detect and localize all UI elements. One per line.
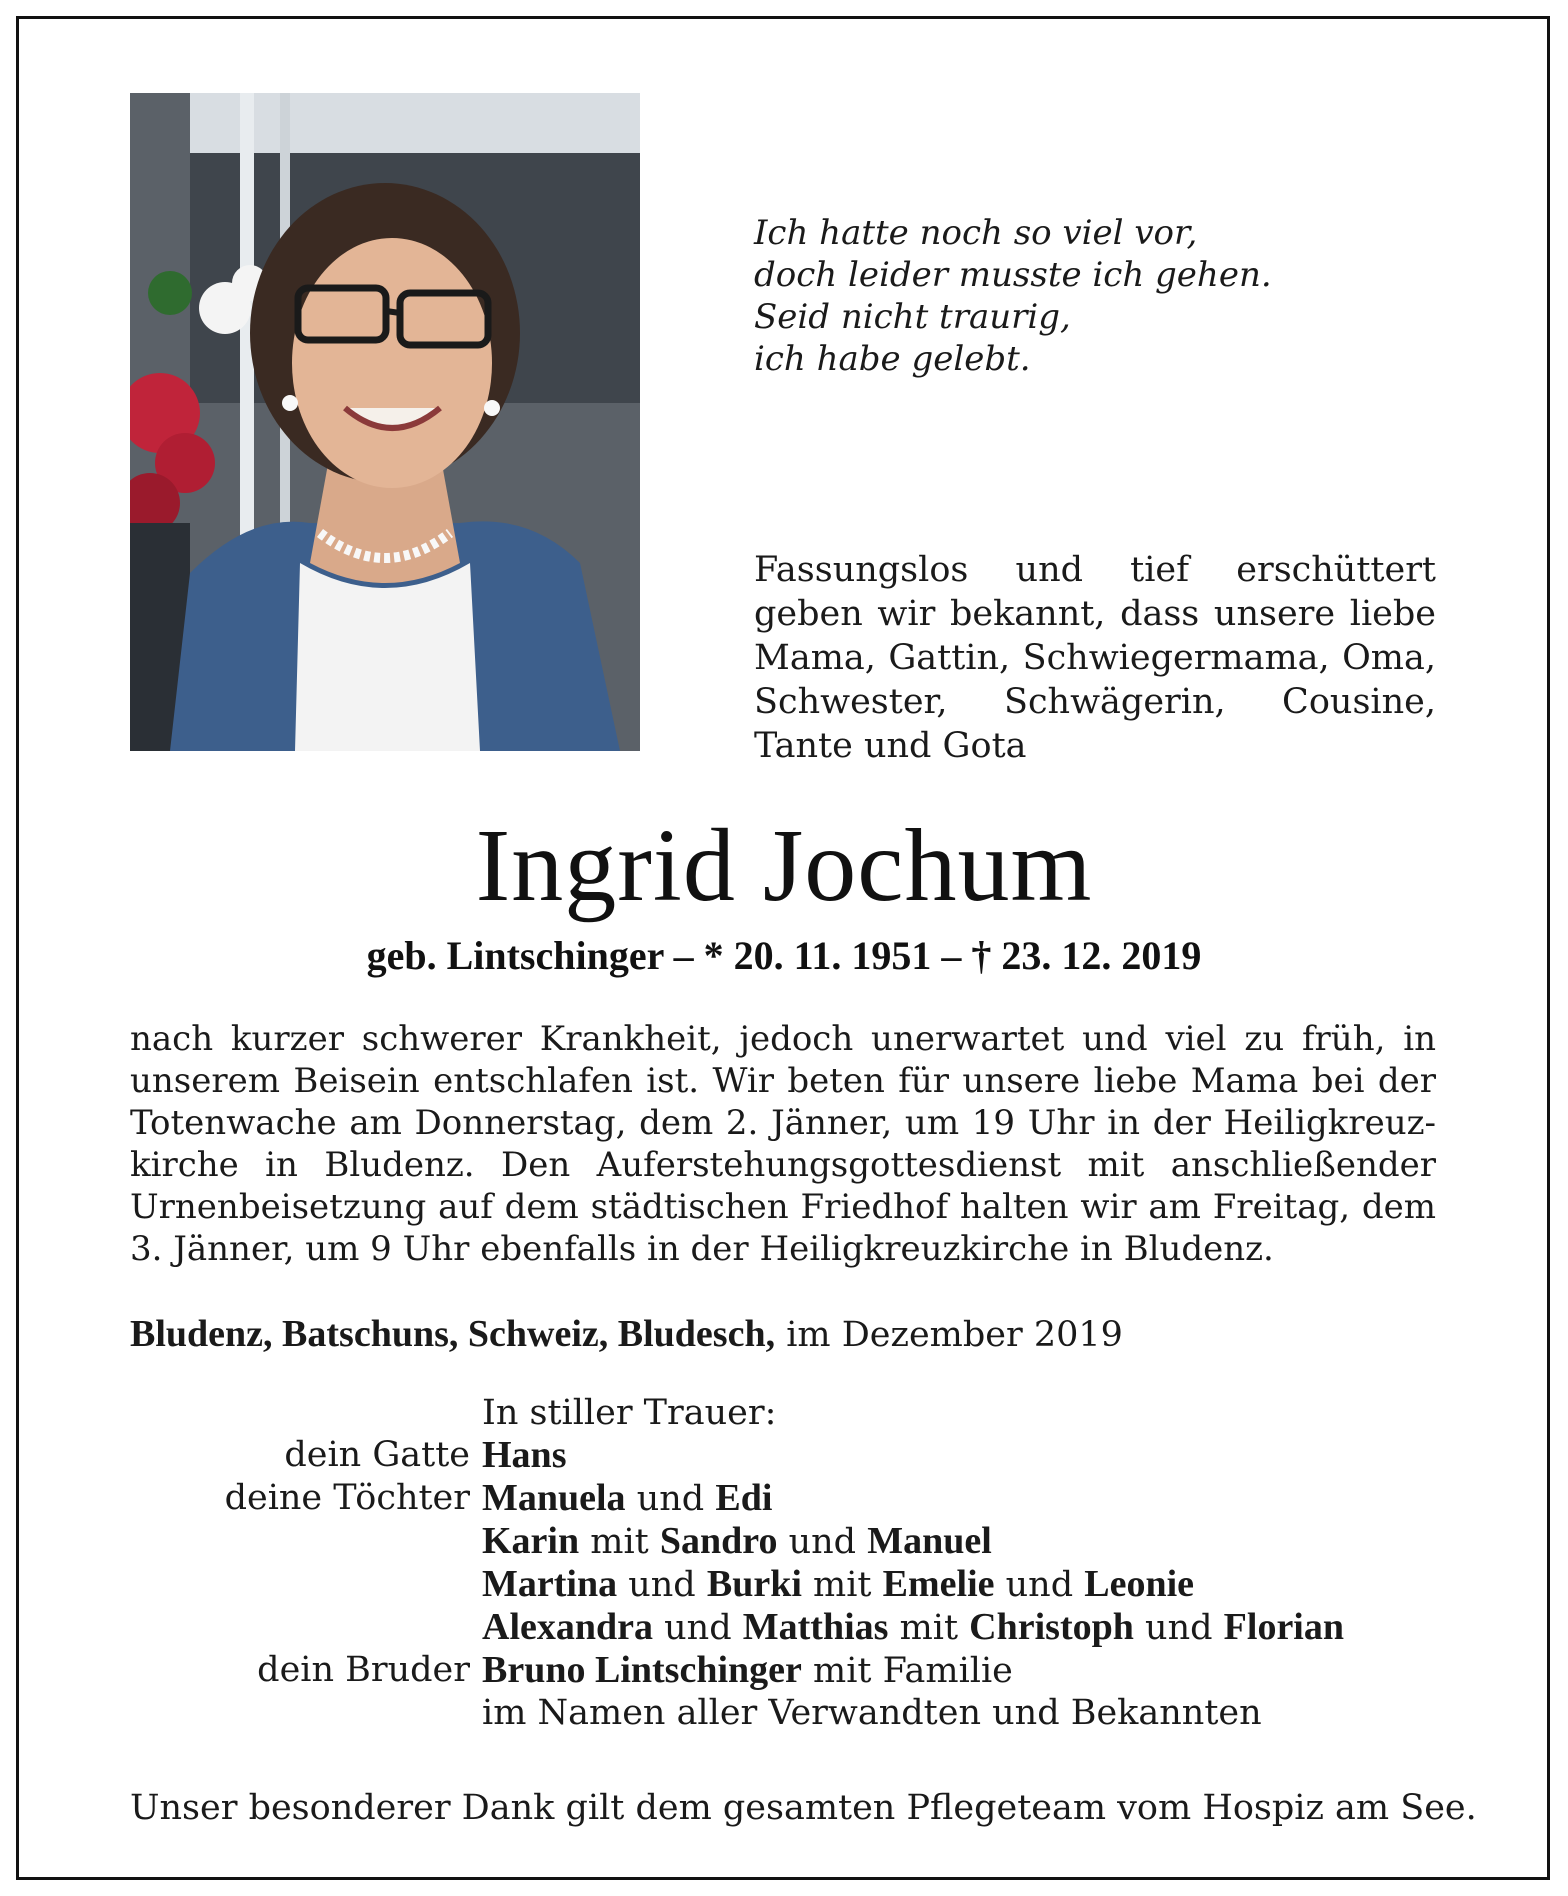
connector: mit — [899, 1608, 959, 1648]
connector: und — [628, 1565, 696, 1605]
connector: mit Familie — [813, 1651, 1013, 1691]
body-paragraph — [130, 1018, 1436, 1270]
mourner-row-toechter-3 — [130, 1563, 1436, 1606]
birth-death-dates: geb. Lintschinger – * 20. 11. 1951 – † 23. 12. 2019 — [366, 933, 1202, 978]
poem-line: ich habe gelebt. — [754, 339, 1031, 379]
thanks-line: Unser besonderer Dank gilt dem gesamten Pflegeteam vom Hospiz am See. — [130, 1788, 1477, 1828]
mourner-name: Edi — [715, 1477, 773, 1519]
mourner-row-bruder — [130, 1649, 1436, 1692]
deceased-name: Ingrid Jochum — [475, 808, 1093, 923]
connector: und — [636, 1479, 705, 1519]
mourner-name: Karin — [482, 1520, 580, 1562]
poem-line: Ich hatte noch so viel vor, — [754, 213, 1198, 253]
mourner-name: Manuela — [482, 1477, 626, 1519]
mourner-name: Manuel — [867, 1520, 992, 1562]
connector: und — [1005, 1565, 1074, 1605]
poem-line: doch leider musste ich gehen. — [754, 255, 1272, 295]
relation-label: dein Gatte — [284, 1435, 470, 1475]
mourner-name: Hans — [482, 1434, 567, 1476]
portrait-photo — [130, 93, 640, 751]
mourner-name: Martina — [482, 1563, 618, 1605]
poem — [754, 212, 1454, 380]
connector: und — [664, 1608, 732, 1648]
mourner-name: Sandro — [659, 1520, 778, 1562]
intro-paragraph: Fassungslos und tief erschüttert geben wir bekannt, dass unsere liebe Mama, Gattin, Schwiegermama, Oma, Schwester, Schwägerin, Cousine, Tante und Gota — [754, 550, 1436, 766]
mourner-row-toechter-2 — [130, 1520, 1436, 1563]
mourner-name: Matthias — [742, 1606, 889, 1648]
relation-label: deine Töchter — [224, 1478, 470, 1518]
month-year: im Dezember 2019 — [786, 1315, 1123, 1355]
mourner-name: Leonie — [1084, 1563, 1195, 1605]
mourner-name: Christoph — [969, 1606, 1134, 1648]
poem-line: Seid nicht traurig, — [754, 297, 1071, 337]
mourner-row-toechter-1 — [130, 1477, 1436, 1520]
mourner-name: Burki — [706, 1563, 802, 1605]
connector: mit — [813, 1565, 872, 1605]
mourner-row-toechter-4 — [130, 1606, 1436, 1649]
connector: mit — [590, 1522, 649, 1562]
mourner-name: Florian — [1223, 1606, 1344, 1648]
mourner-name: Bruno Lintschinger — [482, 1649, 802, 1691]
place-date-line — [130, 1312, 1436, 1357]
mourner-name: Alexandra — [482, 1606, 653, 1648]
mourners-heading: In stiller Trauer: — [482, 1393, 777, 1433]
relation-label: dein Bruder — [257, 1650, 470, 1690]
mourner-row-gatte — [130, 1434, 1436, 1477]
connector: und — [788, 1522, 857, 1562]
mourner-row-closing — [130, 1692, 1436, 1734]
connector: und — [1145, 1608, 1213, 1648]
mourner-name: Emelie — [882, 1563, 995, 1605]
body-text: nach kurzer schwerer Krankheit, jedoch unerwartet und viel zu früh, in unserem Beisein entschlafen ist. Wir beten für unsere liebe Mama bei der Totenwache am Donnerstag, dem 2. Jänner, um 19 Uhr in der Heiligkreuzkirche in Bludenz. Den Auferstehungsgottesdienst mit anschließender Urnenbeisetzung auf dem städtischen Friedhof halten wir am Freitag, dem 3. Jänner, um 9 Uhr ebenfalls in der Heiligkreuzkirche in Bludenz. — [130, 1019, 1436, 1269]
portrait-illustration — [130, 93, 640, 751]
place-names: Bludenz, Batschuns, Schweiz, Bludesch, — [130, 1313, 776, 1355]
mourners-heading-row — [130, 1392, 1436, 1434]
mourners-list — [130, 1392, 1436, 1734]
closing-line: im Namen aller Verwandten und Bekannten — [482, 1693, 1262, 1733]
